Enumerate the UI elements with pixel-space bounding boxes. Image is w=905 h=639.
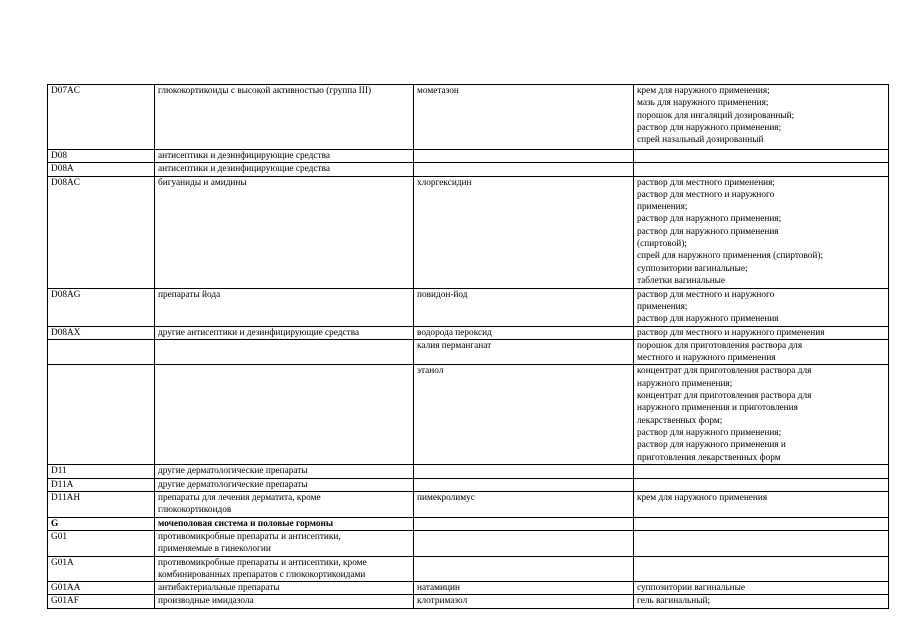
dosage-forms-cell: гель вагинальный; bbox=[634, 595, 889, 608]
table-row bbox=[48, 288, 889, 326]
drug-name-cell: калия перманганат bbox=[414, 339, 634, 365]
table-body bbox=[48, 85, 889, 609]
drug-name-cell: мометазон bbox=[414, 85, 634, 150]
group-name-cell: антибактериальные препараты bbox=[155, 582, 414, 595]
dosage-forms-cell: суппозитории вагинальные bbox=[634, 582, 889, 595]
table-row bbox=[48, 582, 889, 595]
dosage-forms-cell bbox=[634, 465, 889, 478]
group-name-cell: препараты йода bbox=[155, 288, 414, 326]
drug-name-cell: клотримазол bbox=[414, 595, 634, 608]
atc-code-cell: D11AH bbox=[48, 492, 155, 518]
group-name-cell: антисептики и дезинфицирующие средства bbox=[155, 163, 414, 176]
drug-name-cell bbox=[414, 517, 634, 530]
atc-code-cell: D08A bbox=[48, 163, 155, 176]
table-row bbox=[48, 556, 889, 582]
atc-drug-table bbox=[47, 84, 889, 609]
drug-name-cell bbox=[414, 150, 634, 163]
atc-code-cell: G bbox=[48, 517, 155, 530]
drug-name-cell: пимекролимус bbox=[414, 492, 634, 518]
group-name-cell: антисептики и дезинфицирующие средства bbox=[155, 150, 414, 163]
dosage-forms-cell bbox=[634, 478, 889, 491]
drug-name-cell: натамицин bbox=[414, 582, 634, 595]
table-row bbox=[48, 339, 889, 365]
atc-code-cell: D07AC bbox=[48, 85, 155, 150]
group-name-cell: другие дерматологические препараты bbox=[155, 465, 414, 478]
table-row bbox=[48, 326, 889, 339]
atc-code-cell bbox=[48, 365, 155, 465]
table-row bbox=[48, 365, 889, 465]
table-row bbox=[48, 163, 889, 176]
dosage-forms-cell bbox=[634, 517, 889, 530]
dosage-forms-cell bbox=[634, 150, 889, 163]
atc-code-cell: G01A bbox=[48, 556, 155, 582]
dosage-forms-cell: порошок для приготовления раствора для местного и наружного применения bbox=[634, 339, 889, 365]
drug-name-cell: водорода пероксид bbox=[414, 326, 634, 339]
atc-code-cell: D08AC bbox=[48, 176, 155, 288]
drug-name-cell bbox=[414, 556, 634, 582]
drug-name-cell bbox=[414, 163, 634, 176]
atc-code-cell: D11A bbox=[48, 478, 155, 491]
drug-name-cell: этанол bbox=[414, 365, 634, 465]
dosage-forms-cell bbox=[634, 530, 889, 556]
group-name-cell bbox=[155, 339, 414, 365]
atc-code-cell: G01 bbox=[48, 530, 155, 556]
atc-code-cell: D11 bbox=[48, 465, 155, 478]
atc-code-cell: G01AF bbox=[48, 595, 155, 608]
table-row bbox=[48, 150, 889, 163]
dosage-forms-cell bbox=[634, 163, 889, 176]
atc-code-cell: G01AA bbox=[48, 582, 155, 595]
table-row bbox=[48, 478, 889, 491]
dosage-forms-cell: концентрат для приготовления раствора для наружного применения; концентрат для приготовления раствора для наружного применения и приготовления лекарственных форм; раствор для наружного применения; раствор для наружного применения и приготовления лекарственных форм bbox=[634, 365, 889, 465]
dosage-forms-cell: крем для наружного применения bbox=[634, 492, 889, 518]
atc-code-cell: D08AG bbox=[48, 288, 155, 326]
group-name-cell: противомикробные препараты и антисептики, кроме комбинированных препаратов с глюкокортикоидами bbox=[155, 556, 414, 582]
table-row bbox=[48, 465, 889, 478]
drug-name-cell bbox=[414, 530, 634, 556]
atc-code-cell: D08AX bbox=[48, 326, 155, 339]
group-name-cell: другие антисептики и дезинфицирующие средства bbox=[155, 326, 414, 339]
dosage-forms-cell: крем для наружного применения; мазь для наружного применения; порошок для ингаляций дозированный; раствор для наружного применения; спрей назальный дозированный bbox=[634, 85, 889, 150]
dosage-forms-cell: раствор для местного и наружного применения bbox=[634, 326, 889, 339]
dosage-forms-cell: раствор для местного и наружного применения; раствор для наружного применения bbox=[634, 288, 889, 326]
table-row bbox=[48, 176, 889, 288]
atc-code-cell: D08 bbox=[48, 150, 155, 163]
atc-code-cell bbox=[48, 339, 155, 365]
group-name-cell: мочеполовая система и половые гормоны bbox=[155, 517, 414, 530]
group-name-cell bbox=[155, 365, 414, 465]
group-name-cell: производные имидазола bbox=[155, 595, 414, 608]
drug-name-cell: повидон-йод bbox=[414, 288, 634, 326]
table-row bbox=[48, 595, 889, 608]
group-name-cell: противомикробные препараты и антисептики, применяемые в гинекологии bbox=[155, 530, 414, 556]
dosage-forms-cell: раствор для местного применения; раствор для местного и наружного применения; раствор для наружного применения; раствор для наружного применения (спиртовой); спрей для наружного применения (спиртовой); суппозитории вагинальные; таблетки вагинальные bbox=[634, 176, 889, 288]
table-row bbox=[48, 85, 889, 150]
table-row bbox=[48, 492, 889, 518]
dosage-forms-cell bbox=[634, 556, 889, 582]
group-name-cell: глюкокортикоиды с высокой активностью (группа III) bbox=[155, 85, 414, 150]
group-name-cell: другие дерматологические препараты bbox=[155, 478, 414, 491]
table-row bbox=[48, 517, 889, 530]
group-name-cell: препараты для лечения дерматита, кроме глюкокортикоидов bbox=[155, 492, 414, 518]
group-name-cell: бигуаниды и амидины bbox=[155, 176, 414, 288]
drug-name-cell bbox=[414, 478, 634, 491]
drug-name-cell: хлоргексидин bbox=[414, 176, 634, 288]
table-row bbox=[48, 530, 889, 556]
drug-name-cell bbox=[414, 465, 634, 478]
